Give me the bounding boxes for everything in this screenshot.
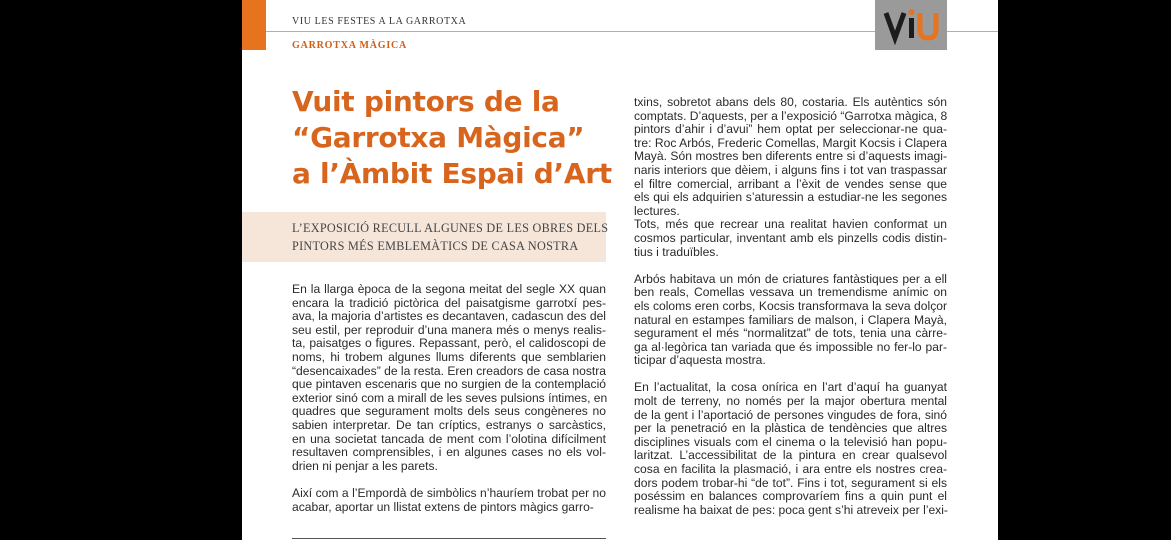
body-text-line: txins, sobretot abans dels 80, costaria. Els autèntics són <box>634 95 947 109</box>
body-text-line: comptats. D’aquests, per a l’exposició “Garrotxa màgica, 8 <box>634 108 948 123</box>
body-text-line: tre: Roc Arbós, Frederic Comellas, Margit Kocsis i Clapera <box>634 135 947 150</box>
body-text-line: naris interiors que dèiem, i alguns fins i tot van traspassar <box>634 162 947 177</box>
body-text-line: noms, hi trobem algunes llums diferents que semblarien <box>292 349 606 364</box>
body-text-line: realisme ha baixat de pes: poca gent s’hi atreveix per l’exi- <box>634 502 948 517</box>
paragraph-gap <box>634 259 947 273</box>
body-text-line: que pintaven escenaris que no surgien de la contemplació <box>292 377 606 392</box>
body-text-line: Tots, més que recrear una realitat havien conformat un <box>634 217 947 232</box>
body-text-line: ava, la majoria d’artistes es decantaven, cadascun des del <box>292 309 606 324</box>
body-text-line: lectures. <box>634 203 680 218</box>
body-text-line: Així com a l’Empordà de simbòlics n’hauríem trobat per no <box>292 485 606 500</box>
title-line: a l’Àmbit Espai d’Art <box>292 157 612 190</box>
body-text-line: natural en estampes familiars de malson, i Clapera Mayà, <box>634 312 947 327</box>
body-text-line: ticipar d’aquesta mostra. <box>634 353 766 368</box>
paragraph-gap <box>634 368 947 382</box>
body-text-line: per la penetració en la plàstica de tendències que altres <box>634 421 947 436</box>
body-text-line: molt de terreny, no només per la major obertura mental <box>634 394 947 409</box>
body-text-line: “desencaixades” de la resta. Eren creadors de casa nostra <box>292 363 606 378</box>
body-text-line: cosmos particular, inventant amb els pinzells codis distin- <box>634 230 947 245</box>
article-title <box>292 84 622 192</box>
body-text-line: disciplines visuals com el cinema o la televisió han popu- <box>634 434 947 449</box>
title-line: Vuit pintors de la <box>292 85 560 118</box>
body-text-line: en una societat tancada de ment com l’olotina difícilment <box>292 431 606 446</box>
body-text-line: Mayà. Són mostres ben diferents entre si d’aquests imagi- <box>634 149 947 164</box>
body-text-line: Arbós habitava un món de criatures fantàstiques per a ell <box>634 271 947 286</box>
body-text-line: quadres que segurament molts dels seus congèneres no <box>292 404 606 419</box>
body-text-line: ben reals, Comellas vessava un tremendisme anímic on <box>634 285 947 300</box>
body-text-line: els coloms eren corbs, Kocsis transformava la seva dolçor <box>634 298 947 313</box>
body-text-line: drien ni penjar a les parets. <box>292 458 438 473</box>
body-text-line: laritzat. L’accessibilitat de la pintura en crear qualsevol <box>634 448 947 463</box>
lead-line: L’EXPOSICIÓ RECULL ALGUNES DE LES OBRES DELS <box>292 221 609 235</box>
left-column <box>292 283 606 514</box>
body-text-line: dors podem trobar-hi “de tot”. Fins i tot, segurament si els <box>634 475 947 490</box>
subsection-label: GARROTXA MÀGICA <box>292 40 408 51</box>
body-text-line: poséssim en balances comprovaríem fins a quin punt el <box>634 489 947 504</box>
body-text-line: de la gent i l’aportació de persones vingudes de fora, sinó <box>634 407 947 422</box>
section-label: VIU LES FESTES A LA GARROTXA <box>292 16 467 27</box>
body-text-line: tius i traduïbles. <box>634 244 719 259</box>
body-text-line: pintors d’ahir i d’avui” hem optat per seleccionar-ne qua- <box>634 122 947 137</box>
viu-logo <box>875 0 947 50</box>
body-text-line: acabar, aportar un llistat extens de pintors màgics garro- <box>292 499 594 514</box>
body-text-line: segurament el més “normalitzat” de tots, tenia una càrre- <box>634 326 947 341</box>
magazine-page <box>242 0 998 540</box>
body-text-line: exterior sinó com a mirall de les seves pulsions íntimes, en <box>292 390 608 405</box>
body-text-line: seu estil, per reproduir d’una manera més o menys realis- <box>292 322 606 337</box>
body-text-line: En la llarga època de la segona meitat del segle XX quan <box>292 282 606 296</box>
body-text-line: ga al·legòrica tan variada que és impossible no fer-lo par- <box>634 339 947 354</box>
viu-logo-mark <box>880 5 942 45</box>
body-text-line: cosa en facilita la plasmació, i ara entre els nostres crea- <box>634 462 947 477</box>
lead-line: PINTORS MÉS EMBLEMÀTICS DE CASA NOSTRA <box>292 239 579 253</box>
body-text-line: els qui els adquirien s’aturessin a estudiar-ne les segones <box>634 190 947 205</box>
body-text-line: resultaven comprensibles, i en algunes cases no els vol- <box>292 445 606 460</box>
body-text-line: En l’actualitat, la cosa onírica en l’art d’aquí ha guanyat <box>634 380 947 395</box>
column-footer-rule <box>292 538 606 539</box>
article-lead <box>292 219 609 255</box>
paragraph-gap <box>292 473 606 487</box>
header-accent-tab <box>242 0 266 50</box>
body-text-line: ta, paisatges o figures. Repassant, però, el calidoscopi de <box>292 336 606 351</box>
body-text-line: el filtre comercial, arribant a l’èxit de vendes sense que <box>634 176 947 191</box>
title-line: “Garrotxa Màgica” <box>292 121 585 154</box>
body-text-line: encara la tradició pictòrica del paisatgisme garrotxí pes- <box>292 295 606 310</box>
body-text-line: sabien interpretar. De tan críptics, estranys o sarcàstics, <box>292 417 606 432</box>
right-column <box>634 96 947 517</box>
